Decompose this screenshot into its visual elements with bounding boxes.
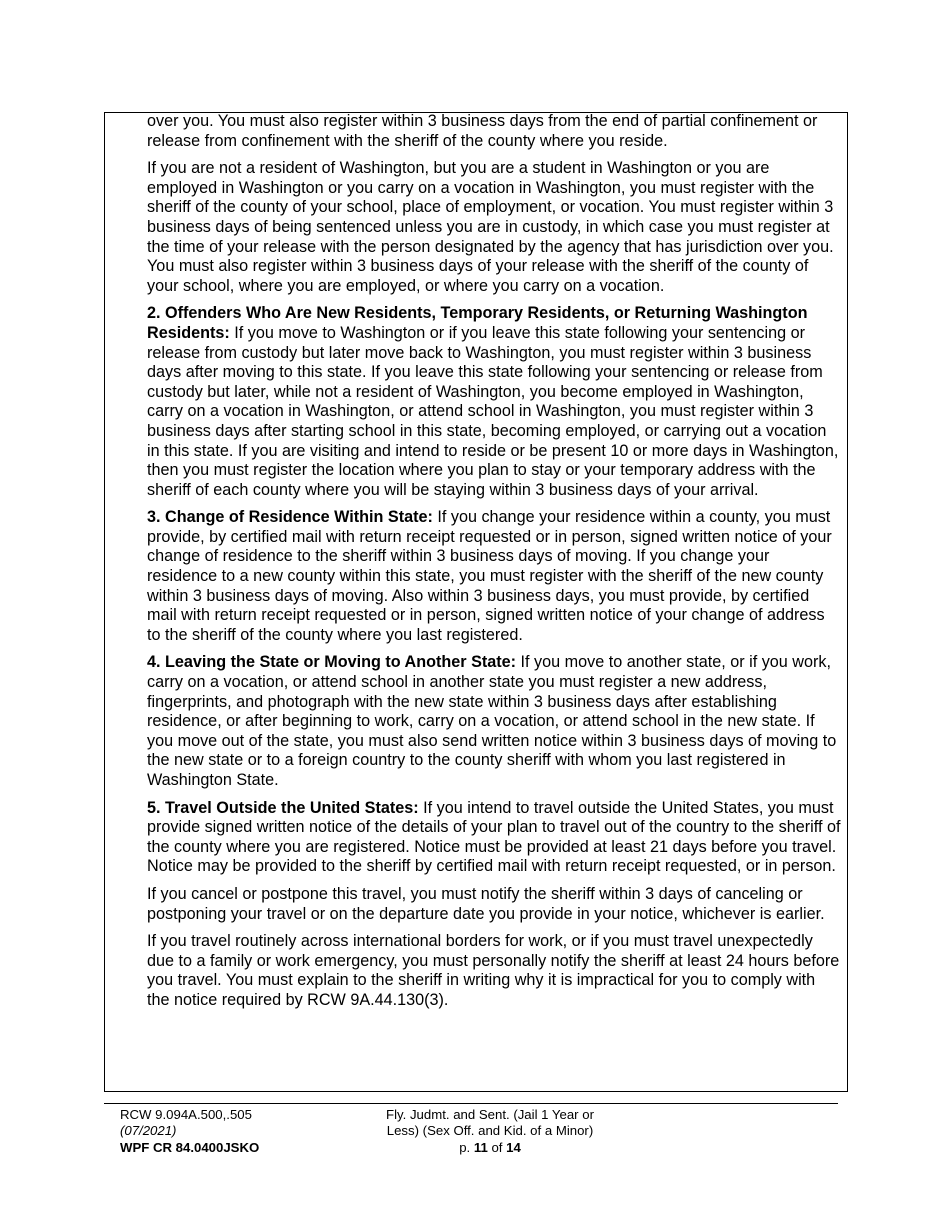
paragraph-text: If you move to Washington or if you leave this state following your sentencing or release from custody but later move back to Washington, you must register within 3 business days after moving to this state. If you leave this state following your sentencing or release from custody but later, while not a resident of Washington, you become employed in Washington, carry on a vocation in Washington, or attend school in Washington, you must register within 3 business days after starting school in this state, becoming employed, or carrying out a vocation in this state. If you are visiting and intend to reside or be present 10 or more days in Washington, then you must register the location where you plan to stay or your temporary address with the sheriff of each county where you will be staying within 3 business days of your arrival. [147, 323, 839, 499]
paragraph [147, 159, 841, 296]
document-body [147, 112, 841, 1019]
page-prefix: p. [459, 1139, 474, 1155]
paragraph-text: If you intend to travel outside the United States, you must provide signed written notice of the details of your plan to travel out of the country to the sheriff of the county where you are registered. Notice must be provided at least 21 days before you travel. Notice may be provided to the sheriff by certified mail with return receipt requested, or in person. [147, 798, 841, 876]
page-total: 14 [506, 1139, 521, 1155]
paragraph-section-5 [147, 799, 841, 877]
paragraph-heading: 2. Offenders Who Are New Residents, Temporary Residents, or Returning Washington Residents: [147, 304, 808, 342]
paragraph-text: If you cancel or postpone this travel, you must notify the sheriff within 3 days of canceling or postponing your travel or on the departure date you provide in your notice, whichever is earlier. [147, 884, 825, 923]
paragraph-heading: 4. Leaving the State or Moving to Another State: [147, 653, 517, 672]
paragraph-text: If you change your residence within a county, you must provide, by certified mail with return receipt requested or in person, signed written notice of your change of residence to the sheriff within 3 business days of moving. If you change your residence to a new county within this state, you must register with the sheriff of the new county within 3 business days of moving. Also within 3 business days, you must provide, by certified mail with return receipt requested or in person, signed written notice of your change of address to the sheriff of the county where you last registered. [147, 508, 832, 644]
footer-form-code: WPF CR 84.0400JSKO [120, 1139, 260, 1155]
paragraph-heading: 3. Change of Residence Within State: [147, 508, 433, 527]
page-current: 11 [473, 1139, 488, 1155]
paragraph-text: If you travel routinely across international borders for work, or if you must travel unexpectedly due to a family or work emergency, you must personally notify the sheriff at least 24 hours before you travel. You must explain to the sheriff in writing why it is impractical for you to comply with the notice required by RCW 9A.44.130(3). [147, 932, 840, 1009]
paragraph [147, 112, 841, 151]
footer-title-line1: Fly. Judmt. and Sent. (Jail 1 Year or [386, 1107, 594, 1122]
paragraph-text: If you are not a resident of Washington, but you are a student in Washington or you are employed in Washington or you carry on a vocation in Washington, you must register with the sheriff of the county of your school, place of employment, or vocation. You must register within 3 business days of being sentenced unless you are in custody, in which case you must register at the time of your release with the person designated by the agency that has jurisdiction over you. You must also register within 3 business days of your release with the sheriff of the county of your school, where you are employed, or where you carry on a vocation. [147, 159, 834, 295]
paragraph-section-2 [147, 304, 841, 500]
paragraph-text: over you. You must also register within 3 business days from the end of partial confinement or release from confinement with the sheriff of the county where you reside. [147, 112, 818, 150]
paragraph-section-3 [147, 508, 841, 645]
paragraph [147, 932, 841, 1010]
footer-revision: (07/2021) [120, 1123, 177, 1139]
paragraph-text: If you move to another state, or if you work, carry on a vocation, or attend school in another state you must register a new address, fingerprints, and photograph with the new state within 3 business days after establishing residence, or after beginning to work, carry on a vocation, or attend school in the new state. If you move out of the state, you must also send written notice within 3 business days of moving to the new state or to a foreign country to the county sheriff with whom you last registered in Washington State. [147, 653, 837, 789]
footer-divider [104, 1103, 838, 1104]
paragraph-heading: 5. Travel Outside the United States: [147, 798, 419, 817]
footer-title-line2: Less) (Sex Off. and Kid. of a Minor) [386, 1123, 594, 1139]
page-number [340, 1140, 640, 1156]
footer-statute: RCW 9.094A.500,.505 [120, 1107, 252, 1122]
paragraph-section-4 [147, 653, 841, 790]
footer-left [120, 1107, 259, 1156]
footer-center [340, 1107, 640, 1156]
paragraph [147, 885, 841, 924]
page-sep: of [487, 1139, 507, 1155]
